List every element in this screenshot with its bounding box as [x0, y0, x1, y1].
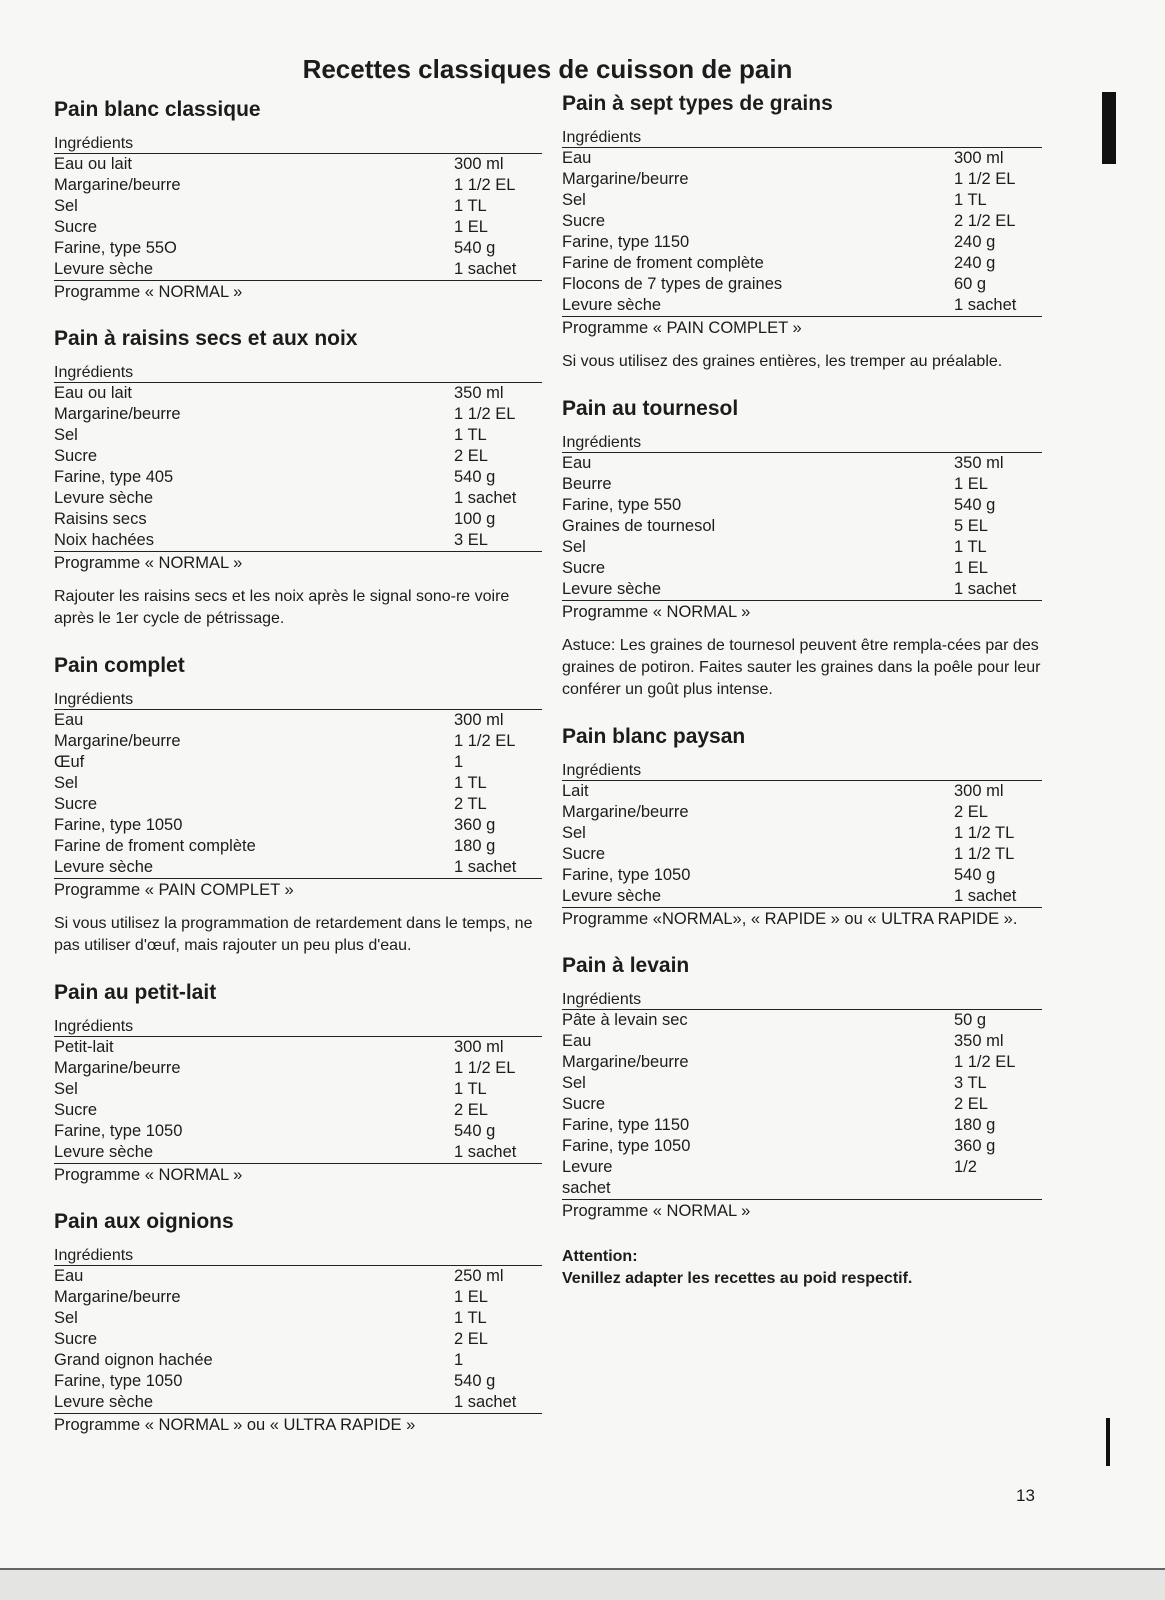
ingredient-name: Raisins secs [54, 510, 147, 528]
ingredient-row [562, 865, 1042, 886]
ingredient-quantity: 250 ml [454, 1267, 504, 1285]
ingredient-quantity: 1 sachet [954, 580, 1017, 598]
ingredient-name: Petit-lait [54, 1038, 114, 1056]
recipe-note: Astuce: Les graines de tournesol peuvent être rempla-cées par des graines de potiron. Faites sauter les graines dans la poêle pour leur conférer un goût plus intense. [562, 637, 1041, 698]
ingredient-name: Eau [54, 711, 84, 729]
ingredient-name: Œuf [54, 753, 85, 771]
ingredient-name: Farine, type 550 [562, 496, 682, 514]
ingredient-row [562, 802, 1042, 823]
recipe-section [54, 1210, 542, 1436]
ingredient-quantity: 1 1/2 EL [454, 1059, 516, 1077]
ingredient-quantity: 360 g [954, 1137, 996, 1155]
ingredient-quantity: 1 sachet [454, 1393, 517, 1411]
ingredient-row [562, 474, 1042, 495]
ingredient-row [54, 731, 542, 752]
ingredient-row [54, 1266, 542, 1287]
attention-block [562, 1246, 1042, 1290]
ingredient-name: Eau [54, 1267, 84, 1285]
ingredient-row [54, 259, 542, 281]
ingredient-row [562, 844, 1042, 865]
ingredient-name: Pâte à levain sec [562, 1011, 688, 1029]
ingredient-quantity: 1 EL [954, 475, 988, 493]
ingredient-row [54, 175, 542, 196]
ingredient-quantity: 350 ml [954, 1032, 1004, 1050]
ingredient-quantity: 1/2 [954, 1158, 977, 1176]
ingredient-name: Farine, type 1050 [562, 866, 691, 884]
ingredient-name: Beurre [562, 475, 612, 493]
ingredient-name: Lait [562, 782, 589, 800]
ingredient-row [562, 537, 1042, 558]
attention-text: Venillez adapter les recettes au poid respectif. [562, 1270, 913, 1287]
ingredient-row [562, 1052, 1042, 1073]
ingredient-row [54, 1037, 542, 1058]
ingredient-quantity: 1 sachet [954, 296, 1017, 314]
ingredient-row [54, 1371, 542, 1392]
ingredient-name: Farine, type 55O [54, 239, 177, 257]
recipe-section [562, 954, 1042, 1222]
ingredient-row [54, 836, 542, 857]
ingredient-name: Sel [54, 774, 78, 792]
ingredient-row [562, 886, 1042, 908]
ingredient-quantity: 300 ml [954, 149, 1004, 167]
ingredient-quantity: 2 EL [454, 1330, 488, 1348]
recipe-title: Pain blanc paysan [562, 725, 746, 748]
ingredient-row [54, 857, 542, 879]
page-title: Recettes classiques de cuisson de pain [302, 54, 793, 84]
ingredient-quantity: 1 1/2 EL [454, 176, 516, 194]
page-number: 13 [1016, 1486, 1035, 1505]
ingredient-quantity: 1 sachet [454, 489, 517, 507]
program-line: Programme « NORMAL » [54, 554, 243, 572]
ingredient-quantity: 300 ml [454, 1038, 504, 1056]
ingredient-row [54, 1058, 542, 1079]
recipe-section [562, 725, 1042, 930]
ingredient-quantity [954, 1178, 1042, 1199]
ingredient-quantity: 1 [454, 1351, 464, 1369]
program-line: Programme « NORMAL » ou « ULTRA RAPIDE » [54, 1416, 416, 1434]
ingredient-name: Eau ou lait [54, 155, 132, 173]
ingredient-row [54, 1350, 542, 1371]
ingredient-row [54, 425, 542, 446]
ingredient-name: Sucre [54, 218, 98, 236]
ingredient-row [562, 1178, 1042, 1200]
recipe-title: Pain à raisins secs et aux noix [54, 327, 358, 350]
ingredient-row [54, 154, 542, 175]
ingredient-row [54, 1287, 542, 1308]
program-line: Programme « NORMAL » [54, 1166, 243, 1184]
ingredient-row [54, 509, 542, 530]
ingredient-row [562, 1010, 1042, 1031]
ingredient-name: Graines de tournesol [562, 517, 716, 535]
ingredient-quantity: 1 1/2 TL [954, 824, 1015, 842]
ingredient-name: Margarine/beurre [54, 176, 181, 194]
left-column [54, 98, 542, 1460]
ingredient-name: Sucre [562, 212, 606, 230]
ingredient-quantity: 1 1/2 TL [954, 845, 1015, 863]
ingredient-name: Levure sèche [562, 887, 662, 905]
ingredient-name: Margarine/beurre [54, 1059, 181, 1077]
ingredients-list [54, 1037, 542, 1164]
ingredient-quantity: 1 sachet [454, 1143, 517, 1161]
recipe-title: Pain à sept types de grains [562, 92, 833, 115]
ingredient-quantity: 1 TL [454, 426, 487, 444]
ingredient-row [54, 1392, 542, 1414]
ingredient-quantity: 3 TL [954, 1074, 987, 1092]
ingredients-header: Ingrédients [562, 990, 1042, 1010]
ingredient-quantity: 2 EL [454, 447, 488, 465]
ingredients-header: Ingrédients [54, 134, 542, 154]
ingredient-quantity: 180 g [454, 837, 496, 855]
ingredients-header: Ingrédients [54, 1246, 542, 1266]
ingredient-quantity: 1 sachet [954, 887, 1017, 905]
ingredients-header: Ingrédients [562, 128, 1042, 148]
recipe-section [54, 327, 542, 630]
ingredient-row [562, 274, 1042, 295]
ingredients-list [562, 781, 1042, 908]
ingredient-row [54, 530, 542, 552]
ingredient-row [562, 1115, 1042, 1136]
ingredient-name: Levure sèche [54, 260, 154, 278]
ingredient-quantity: 540 g [454, 239, 496, 257]
ingredient-row [54, 815, 542, 836]
ingredient-quantity: 240 g [954, 254, 996, 272]
ingredient-name: Levure sèche [54, 858, 154, 876]
ingredient-row [562, 823, 1042, 844]
ingredient-quantity: 540 g [954, 866, 996, 884]
ingredient-quantity: 2 1/2 EL [954, 212, 1016, 230]
ingredient-row [562, 190, 1042, 211]
ingredient-name: Farine, type 1050 [54, 1122, 183, 1140]
recipe-title: Pain aux oignions [54, 1210, 234, 1233]
ingredient-name: Margarine/beurre [562, 803, 689, 821]
ingredient-quantity: 1 TL [454, 1080, 487, 1098]
ingredient-row [54, 383, 542, 404]
ingredient-name: Sucre [562, 559, 606, 577]
ingredient-row [54, 794, 542, 815]
ingredient-name: Sucre [562, 845, 606, 863]
page-bottom-band [0, 1570, 1165, 1600]
ingredients-list [562, 148, 1042, 317]
program-line: Programme « NORMAL » [562, 1202, 751, 1220]
ingredient-quantity: 1 sachet [454, 858, 517, 876]
ingredient-row [54, 196, 542, 217]
ingredient-name: Sel [54, 426, 78, 444]
ingredient-name: Farine, type 1150 [562, 1116, 690, 1134]
ingredient-quantity: 1 1/2 EL [954, 1053, 1016, 1071]
ingredient-row [562, 781, 1042, 802]
ingredient-name: Farine de froment complète [562, 254, 764, 272]
ingredients-header: Ingrédients [54, 1017, 542, 1037]
ingredient-name: sachet [562, 1179, 611, 1197]
ingredient-name: Farine de froment complète [54, 837, 256, 855]
ingredient-name: Noix hachées [54, 531, 154, 549]
ingredient-name: Margarine/beurre [54, 1288, 181, 1306]
ingredient-name: Levure sèche [562, 296, 662, 314]
ingredient-quantity: 540 g [454, 468, 496, 486]
ingredient-row [562, 148, 1042, 169]
ingredient-quantity: 1 EL [454, 218, 488, 236]
ingredient-name: Eau ou lait [54, 384, 132, 402]
ingredient-quantity: 240 g [954, 233, 996, 251]
ingredient-name: Margarine/beurre [562, 1053, 689, 1071]
ingredient-name: Sucre [54, 1330, 98, 1348]
ingredient-name: Levure sèche [54, 1143, 154, 1161]
ingredient-quantity: 5 EL [954, 517, 988, 535]
ingredients-list [54, 710, 542, 879]
ingredient-row [54, 1142, 542, 1164]
ingredient-row [562, 453, 1042, 474]
program-line: Programme « PAIN COMPLET » [54, 881, 294, 899]
ingredient-name: Farine, type 1050 [54, 816, 183, 834]
ingredient-quantity: 1 TL [454, 197, 487, 215]
ingredients-list [54, 1266, 542, 1414]
recipe-section [54, 98, 542, 303]
ingredient-row [562, 558, 1042, 579]
ingredient-row [54, 752, 542, 773]
ingredient-quantity: 350 ml [454, 384, 504, 402]
ingredient-quantity: 360 g [454, 816, 496, 834]
ingredient-row [562, 1157, 1042, 1178]
ingredient-quantity: 2 EL [954, 1095, 988, 1113]
ingredient-name: Sucre [54, 1101, 98, 1119]
ingredient-row [54, 404, 542, 425]
ingredient-quantity: 300 ml [954, 782, 1004, 800]
recipe-title: Pain au tournesol [562, 397, 739, 420]
ingredient-name: Grand oignon hachée [54, 1351, 213, 1369]
ingredient-name: Farine, type 405 [54, 468, 174, 486]
program-line: Programme « PAIN COMPLET » [562, 319, 802, 337]
ingredient-quantity: 1 TL [454, 1309, 487, 1327]
ingredient-quantity: 540 g [454, 1122, 496, 1140]
ingredient-quantity: 540 g [454, 1372, 496, 1390]
recipe-section [562, 397, 1042, 701]
ingredient-row [562, 169, 1042, 190]
ingredient-row [54, 446, 542, 467]
ingredient-row [54, 1100, 542, 1121]
recipe-note: Si vous utilisez des graines entières, les tremper au préalable. [562, 353, 1003, 370]
ingredient-name: Levure sèche [54, 489, 154, 507]
ingredient-row [54, 238, 542, 259]
ingredients-list [54, 154, 542, 281]
program-line: Programme « NORMAL » [54, 283, 243, 301]
ingredient-quantity: 1 1/2 EL [954, 170, 1016, 188]
ingredients-header: Ingrédients [562, 761, 1042, 781]
ingredient-row [562, 232, 1042, 253]
ingredient-quantity: 300 ml [454, 711, 504, 729]
ingredients-list [562, 453, 1042, 601]
recipe-note: Si vous utilisez la programmation de retardement dans le temps, ne pas utiliser d'œuf, mais rajouter un peu plus d'eau. [54, 915, 533, 954]
program-line: Programme « NORMAL » [562, 603, 751, 621]
ingredient-name: Levure [562, 1158, 613, 1176]
recipe-section [562, 92, 1042, 373]
ingredient-name: Margarine/beurre [54, 405, 181, 423]
ingredient-quantity: 1 EL [954, 559, 988, 577]
ingredient-quantity: 540 g [954, 496, 996, 514]
ingredient-row [562, 295, 1042, 317]
ingredient-quantity: 1 TL [954, 538, 987, 556]
ingredient-row [562, 1136, 1042, 1157]
ingredient-row [562, 1031, 1042, 1052]
ingredient-row [562, 579, 1042, 601]
ingredient-name: Sucre [562, 1095, 606, 1113]
ingredient-quantity: 300 ml [454, 155, 504, 173]
attention-label: Attention: [562, 1248, 638, 1265]
ingredient-quantity: 60 g [954, 275, 987, 293]
ingredient-name: Sel [54, 197, 78, 215]
ingredient-row [562, 495, 1042, 516]
ingredient-name: Sucre [54, 447, 98, 465]
ingredient-name: Sel [54, 1309, 78, 1327]
ingredient-quantity: 1 1/2 EL [454, 732, 516, 750]
ingredient-quantity: 1 [454, 753, 464, 771]
ingredient-row [54, 710, 542, 731]
recipe-section [54, 654, 542, 957]
recipe-title: Pain complet [54, 654, 185, 677]
program-line: Programme «NORMAL», « RAPIDE » ou « ULTRA RAPIDE ». [562, 910, 1018, 928]
ingredient-name: Sel [562, 824, 586, 842]
ingredient-row [562, 1094, 1042, 1115]
ingredient-row [54, 217, 542, 238]
ingredient-row [562, 211, 1042, 232]
ingredient-name: Margarine/beurre [54, 732, 181, 750]
ingredient-quantity: 50 g [954, 1011, 987, 1029]
ingredient-name: Eau [562, 454, 592, 472]
recipe-title: Pain à levain [562, 954, 690, 977]
ingredient-name: Farine, type 1050 [562, 1137, 691, 1155]
ingredient-name: Sel [54, 1080, 78, 1098]
ingredient-name: Margarine/beurre [562, 170, 689, 188]
ingredient-name: Eau [562, 1032, 592, 1050]
ingredient-name: Sel [562, 191, 586, 209]
recipe-title: Pain blanc classique [54, 98, 261, 121]
ingredient-row [562, 1073, 1042, 1094]
ingredient-row [54, 773, 542, 794]
ingredient-quantity: 1 sachet [454, 260, 517, 278]
ingredient-name: Levure sèche [562, 580, 662, 598]
ingredient-quantity: 100 g [454, 510, 496, 528]
recipe-note: Rajouter les raisins secs et les noix après le signal sono-re voire après le 1er cycle de pétrissage. [54, 588, 510, 627]
ingredient-name: Levure sèche [54, 1393, 154, 1411]
ingredient-row [54, 1121, 542, 1142]
ingredients-list [54, 383, 542, 552]
ingredients-header: Ingrédients [54, 690, 542, 710]
recipe-section [54, 981, 542, 1186]
ingredient-row [54, 1308, 542, 1329]
right-column [562, 92, 1042, 1290]
ingredient-row [562, 253, 1042, 274]
ingredient-quantity: 180 g [954, 1116, 996, 1134]
ingredient-name: Farine, type 1050 [54, 1372, 183, 1390]
ingredient-name: Farine, type 1150 [562, 233, 690, 251]
ingredient-quantity: 1 TL [454, 774, 487, 792]
ingredient-quantity: 3 EL [454, 531, 488, 549]
ingredient-row [54, 1329, 542, 1350]
ingredient-quantity: 2 EL [454, 1101, 488, 1119]
ingredient-name: Sucre [54, 795, 98, 813]
ingredient-quantity: 1 TL [954, 191, 987, 209]
ingredient-row [562, 516, 1042, 537]
ingredient-quantity: 2 TL [454, 795, 487, 813]
ingredient-name: Flocons de 7 types de graines [562, 275, 783, 293]
ingredient-name: Sel [562, 538, 586, 556]
ingredient-quantity: 2 EL [954, 803, 988, 821]
ingredients-header: Ingrédients [562, 433, 1042, 453]
ingredient-name: Sel [562, 1074, 586, 1092]
ingredient-row [54, 1079, 542, 1100]
edge-mark-bottom [1106, 1418, 1110, 1466]
ingredient-quantity: 1 EL [454, 1288, 488, 1306]
ingredient-quantity: 1 1/2 EL [454, 405, 516, 423]
ingredient-name: Eau [562, 149, 592, 167]
edge-mark-top [1102, 92, 1116, 164]
ingredient-row [54, 488, 542, 509]
ingredients-list [562, 1010, 1042, 1200]
ingredient-row [54, 467, 542, 488]
ingredients-header: Ingrédients [54, 363, 542, 383]
recipe-title: Pain au petit-lait [54, 981, 217, 1004]
ingredient-quantity: 350 ml [954, 454, 1004, 472]
